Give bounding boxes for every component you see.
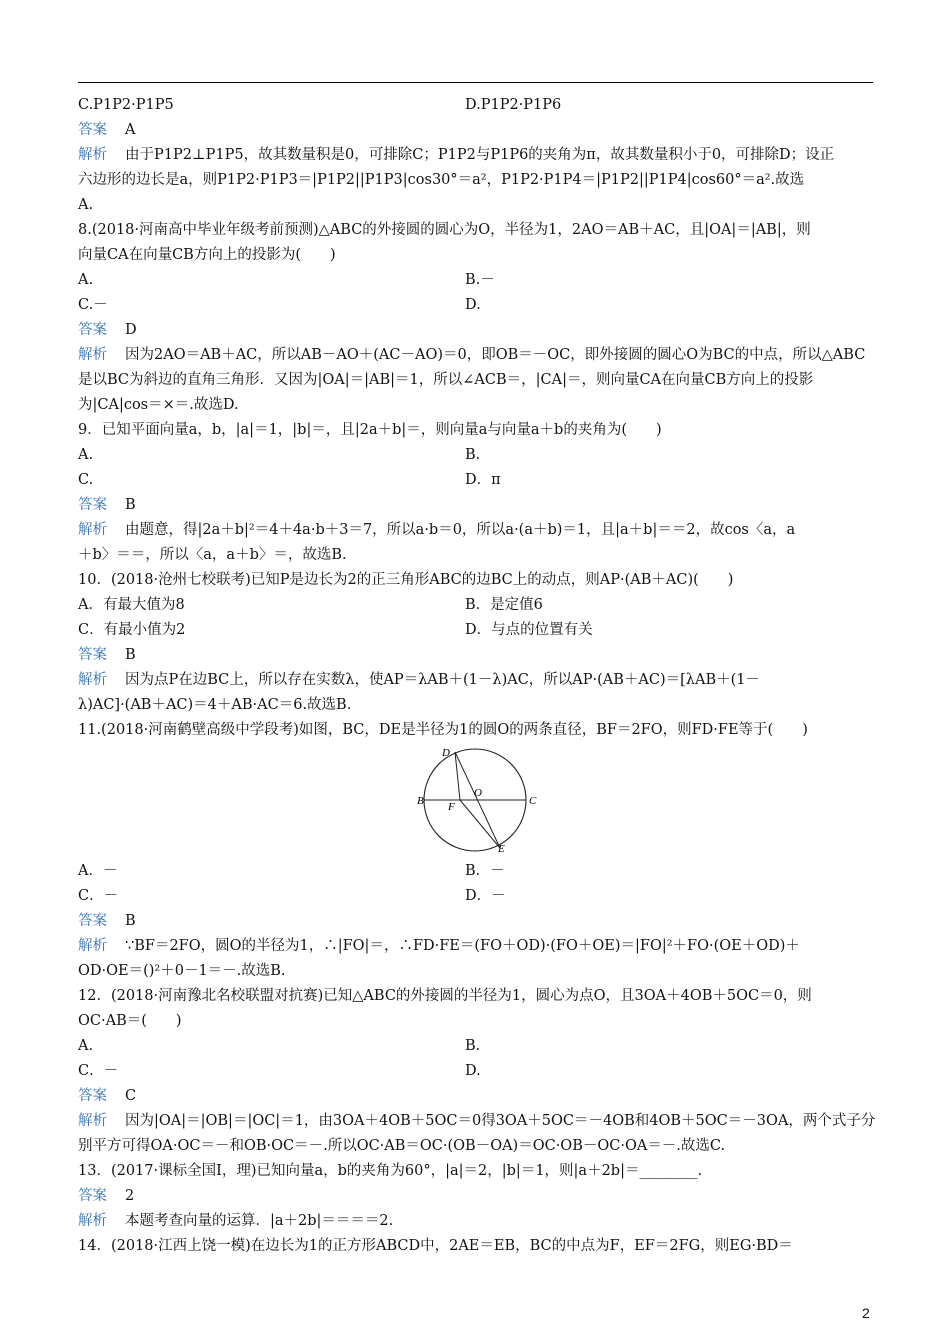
analysis-line bbox=[78, 521, 878, 539]
line-text: ∵BF＝2FO，圆O的半径为1，∴|FO|＝，∴FD·FE＝(FO＋OD)·(FO＋OE)＝|FO|²＋FO·(OE＋OD)＋ bbox=[125, 938, 800, 954]
analysis-tag: 解析 bbox=[78, 147, 107, 163]
line-text: 本题考查向量的运算．|a＋2b|＝＝＝＝2. bbox=[125, 1213, 394, 1229]
option-left: A．－ bbox=[78, 863, 118, 879]
analysis-line bbox=[78, 1212, 878, 1230]
text-line bbox=[78, 721, 878, 739]
text-line bbox=[78, 246, 878, 264]
answer-line bbox=[78, 1087, 878, 1105]
line-text: D bbox=[125, 322, 137, 338]
text-line bbox=[78, 221, 878, 239]
option-right: D．π bbox=[465, 472, 501, 488]
text-line bbox=[78, 546, 878, 564]
option-right: D. bbox=[465, 1063, 481, 1079]
line-text: 11.(2018·河南鹤壁高级中学段考)如图，BC，DE是半径为1的圆O的两条直径，BF＝2FO，则FD·FE等于( ) bbox=[78, 722, 808, 738]
option-left: A. bbox=[78, 447, 94, 463]
line-text: 因为2AO＝AB＋AC，所以AB－AO＋(AC－AO)＝0，即OB＝－OC，即外接圆的圆心O为BC的中点，所以△ABC bbox=[125, 347, 866, 363]
option-right: B.－ bbox=[465, 272, 495, 288]
option-left: C.－ bbox=[78, 297, 108, 313]
text-line bbox=[78, 1237, 878, 1255]
option-right: B. bbox=[465, 1038, 481, 1054]
option-left: A. bbox=[78, 272, 94, 288]
line-text: 因为|OA|＝|OB|＝|OC|＝1，由3OA＋4OB＋5OC＝0得3OA＋5OC＝－4OB和4OB＋5OC＝－3OA，两个式子分 bbox=[125, 1113, 876, 1129]
line-text: 由题意，得|2a＋b|²＝4＋4a·b＋3＝7，所以a·b＝0，所以a·(a＋b)＝1，且|a＋b|＝＝2，故cos〈a，a bbox=[125, 522, 796, 538]
option-right: D．与点的位置有关 bbox=[465, 622, 593, 638]
answer-line bbox=[78, 496, 878, 514]
line-text: 是以BC为斜边的直角三角形．又因为|OA|＝|AB|＝1，所以∠ACB＝，|CA|＝，则向量CA在向量CB方向上的投影 bbox=[78, 372, 814, 388]
label-E: E bbox=[498, 843, 505, 854]
line-text: B bbox=[125, 913, 136, 929]
line-text: OC·AB＝( ) bbox=[78, 1013, 182, 1029]
line-text: C bbox=[125, 1088, 137, 1104]
line-text: B bbox=[125, 497, 136, 513]
line-text: 六边形的边长是a，则P1P2·P1P3＝|P1P2||P1P3|cos30°＝a²，P1P2·P1P4＝|P1P2||P1P4|cos60°＝a².故选 bbox=[78, 172, 805, 188]
answer-line bbox=[78, 1187, 878, 1205]
answer-line bbox=[78, 321, 878, 339]
line-text: A. bbox=[78, 197, 94, 213]
line-text: 由于P1P2⊥P1P5，故其数量积是0，可排除C；P1P2与P1P6的夹角为π，故其数量积小于0，可排除D；设正 bbox=[125, 147, 835, 163]
line-text: 9．已知平面向量a，b，|a|＝1，|b|＝，且|2a＋b|＝，则向量a与向量a＋b的夹角为( ) bbox=[78, 422, 662, 438]
answer-tag: 答案 bbox=[78, 1188, 107, 1204]
analysis-tag: 解析 bbox=[78, 347, 107, 363]
option-right: B. bbox=[465, 447, 481, 463]
option-left: C．－ bbox=[78, 1063, 119, 1079]
text-line bbox=[78, 1012, 878, 1030]
text-line bbox=[78, 421, 878, 439]
option-left: C.P1P2·P1P5 bbox=[78, 97, 174, 113]
analysis-line bbox=[78, 346, 878, 364]
analysis-line bbox=[78, 671, 878, 689]
answer-line bbox=[78, 912, 878, 930]
line-text: 8.(2018·河南高中毕业年级考前预测)△ABC的外接圆的圆心为O，半径为1，2AO＝AB＋AC，且|OA|＝|AB|，则 bbox=[78, 222, 811, 238]
option-left: A．有最大值为8 bbox=[78, 597, 185, 613]
answer-tag: 答案 bbox=[78, 913, 107, 929]
line-text: 向量CA在向量CB方向上的投影为( ) bbox=[78, 247, 336, 263]
line-text: B bbox=[125, 647, 136, 663]
page-number: 2 bbox=[862, 1305, 870, 1321]
text-line bbox=[78, 696, 878, 714]
circle-diagram bbox=[405, 742, 545, 854]
analysis-line bbox=[78, 1112, 878, 1130]
line-text: 14．(2018·江西上饶一模)在边长为1的正方形ABCD中，2AE＝EB，BC的中点为F，EF＝2FG，则EG·BD＝ bbox=[78, 1238, 793, 1254]
line-text: 13．(2017·课标全国Ⅰ，理)已知向量a，b的夹角为60°，|a|＝2，|b|＝1，则|a＋2b|＝________. bbox=[78, 1163, 703, 1179]
text-line bbox=[78, 1162, 878, 1180]
option-left: C. bbox=[78, 472, 94, 488]
text-line bbox=[78, 396, 878, 414]
label-D: D bbox=[442, 747, 450, 759]
option-right: D．－ bbox=[465, 888, 506, 904]
line-text: λ)AC]·(AB＋AC)＝4＋AB·AC＝6.故选B. bbox=[78, 697, 352, 713]
analysis-line bbox=[78, 937, 878, 955]
answer-tag: 答案 bbox=[78, 122, 107, 138]
label-C: C bbox=[529, 795, 537, 807]
answer-tag: 答案 bbox=[78, 1088, 107, 1104]
option-left: A. bbox=[78, 1038, 94, 1054]
text-line bbox=[78, 962, 878, 980]
answer-tag: 答案 bbox=[78, 497, 107, 513]
option-left: C．有最小值为2 bbox=[78, 622, 186, 638]
answer-tag: 答案 bbox=[78, 322, 107, 338]
option-right: D.P1P2·P1P6 bbox=[465, 97, 562, 113]
analysis-tag: 解析 bbox=[78, 522, 107, 538]
option-left: C．－ bbox=[78, 888, 119, 904]
text-line bbox=[78, 1137, 878, 1155]
line-text: 别平方可得OA·OC＝－和OB·OC＝－.所以OC·AB＝OC·(OB－OA)＝OC·OB－OC·OA＝－.故选C. bbox=[78, 1138, 726, 1154]
line-text: ＋b〉＝＝，所以〈a，a＋b〉＝，故选B. bbox=[78, 547, 347, 563]
line-text: 为|CA|cos＝×＝.故选D. bbox=[78, 397, 239, 413]
line-text: OD·OE＝()²＋0－1＝－.故选B. bbox=[78, 963, 286, 979]
text-line bbox=[78, 171, 878, 189]
line-text: A bbox=[125, 122, 136, 138]
line-text: 10．(2018·沧州七校联考)已知P是边长为2的正三角形ABC的边BC上的动点，则AP·(AB＋AC)( ) bbox=[78, 572, 734, 588]
answer-tag: 答案 bbox=[78, 647, 107, 663]
option-right: D. bbox=[465, 297, 481, 313]
line-text: 12．(2018·河南豫北名校联盟对抗赛)已知△ABC的外接圆的半径为1，圆心为点O，且3OA＋4OB＋5OC＝0，则 bbox=[78, 988, 812, 1004]
answer-line bbox=[78, 121, 878, 139]
text-line bbox=[78, 196, 878, 214]
label-B: B bbox=[417, 795, 424, 807]
analysis-tag: 解析 bbox=[78, 672, 107, 688]
option-right: B．是定值6 bbox=[465, 597, 543, 613]
analysis-line bbox=[78, 146, 878, 164]
label-O: O bbox=[474, 787, 482, 799]
label-F: F bbox=[448, 801, 455, 813]
analysis-tag: 解析 bbox=[78, 1113, 107, 1129]
option-right: B．－ bbox=[465, 863, 505, 879]
analysis-tag: 解析 bbox=[78, 938, 107, 954]
analysis-tag: 解析 bbox=[78, 1213, 107, 1229]
line-text: 2 bbox=[125, 1188, 135, 1204]
answer-line bbox=[78, 646, 878, 664]
text-line bbox=[78, 571, 878, 589]
text-line bbox=[78, 371, 878, 389]
header-rule bbox=[78, 82, 873, 83]
text-line bbox=[78, 987, 878, 1005]
line-text: 因为点P在边BC上，所以存在实数λ，使AP＝λAB＋(1－λ)AC，所以AP·(AB＋AC)＝[λAB＋(1－ bbox=[125, 672, 761, 688]
